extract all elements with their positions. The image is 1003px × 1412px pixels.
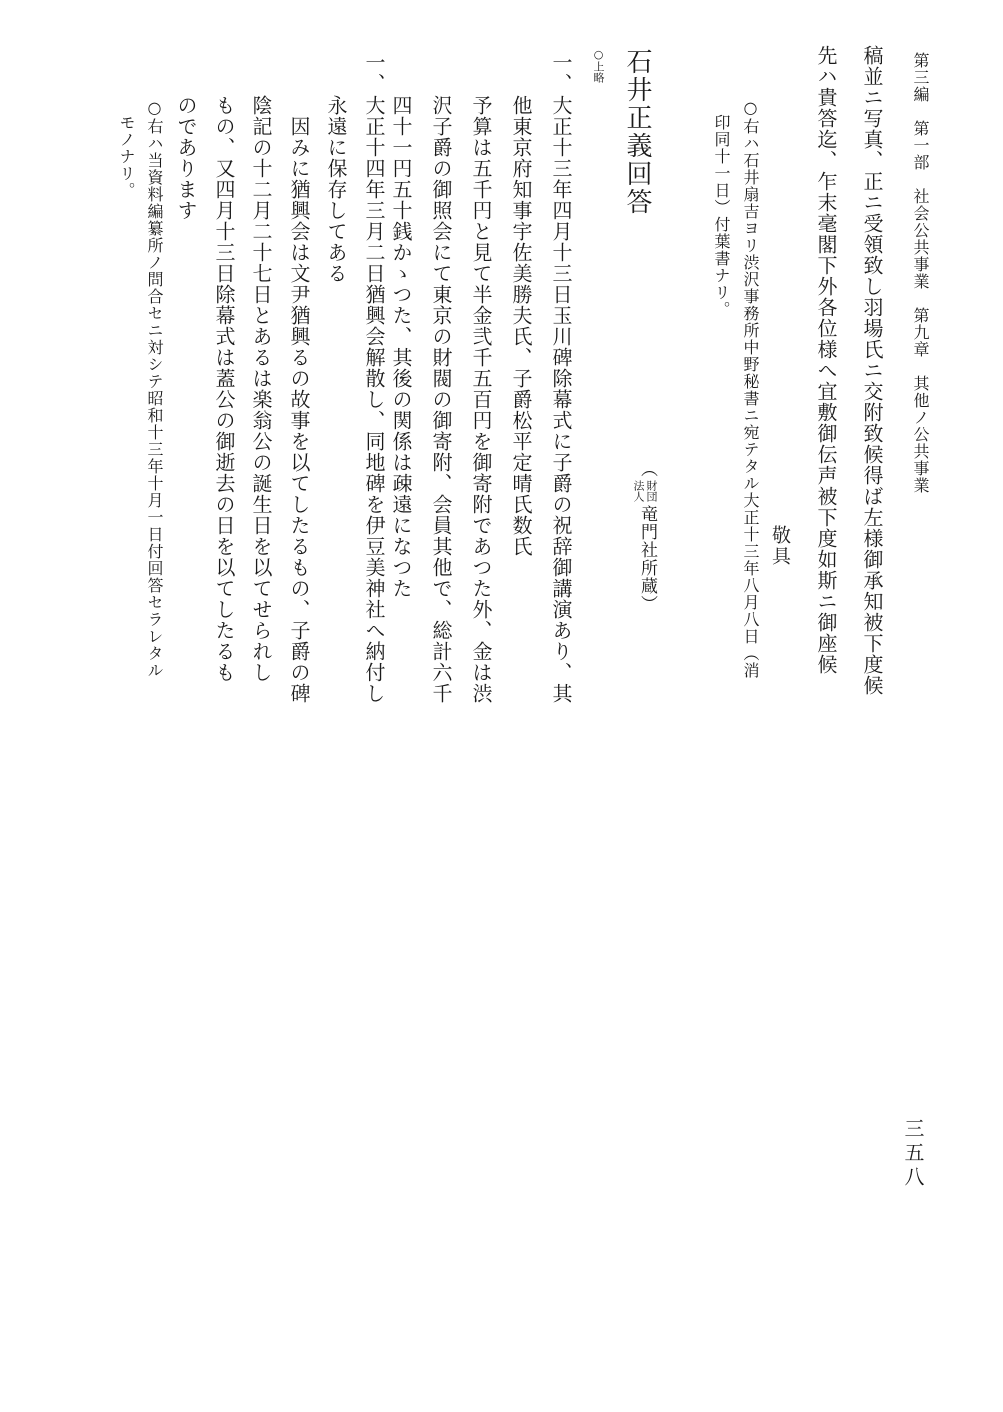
- letter-line-2: 先ハ貴答迄、乍末毫閣下外各位様へ宜敷御伝声被下度如斯ニ御座候: [814, 45, 838, 675]
- item-1-line: 四十一円五十銭かゝつた、其後の関係は疎遠になつた: [389, 95, 413, 599]
- section-title: 石井正義回答: [622, 48, 652, 216]
- paragraph-line: 陰記の十二月二十七日とあるは楽翁公の誕生日を以てせられし: [249, 95, 273, 683]
- source-prefix-hojin: 法人: [632, 480, 645, 502]
- item-1-line: 沢子爵の御照会にて東京の財閥の御寄附、会員其他で、総計六千: [429, 95, 453, 704]
- item-1-line: 予算は五千円と見て半金弐千五百円を御寄附であつた外、金は渋: [469, 95, 493, 704]
- paragraph-line: 因みに猶興会は文尹猶興るの故事を以てしたるもの、子爵の碑: [287, 116, 311, 704]
- page-number: 三五八: [901, 1118, 925, 1190]
- paragraph-line: のであります: [174, 95, 198, 221]
- letter-closing: 敬具: [769, 525, 791, 567]
- item-2-line: 永遠に保存してある: [324, 95, 348, 284]
- note-1-line-2: 印同十一日）付葉書ナリ。: [712, 114, 731, 318]
- item-2-line: 大正十四年三月二日猶興会解散し、同地碑を伊豆美神社へ納付し: [362, 95, 386, 704]
- item-1-line: 大正十三年四月十三日玉川碑除幕式に子爵の祝辞御講演あり、其: [549, 95, 573, 704]
- note-1-line-1: ○右ハ石井扇吉ヨリ渋沢事務所中野秘書ニ宛テタル大正十三年八月八日（消: [741, 98, 760, 679]
- item-1-line: 他東京府知事宇佐美勝夫氏、子爵松平定晴氏数氏: [509, 95, 533, 557]
- source-open-paren: （: [637, 460, 657, 478]
- letter-line-1: 稿並ニ写真、正ニ受領致し羽場氏ニ交附致候得ば左様御承知被下度候: [860, 45, 884, 696]
- omitted-mark: ○上略: [592, 48, 605, 83]
- running-header: 第三編 第一部 社会公共事業 第九章 其他ノ公共事業: [911, 52, 930, 494]
- source-prefix-zaidan: 財団: [645, 480, 658, 502]
- item-2-bullet: 一、: [362, 52, 386, 94]
- note-2-line-2: モノナリ。: [117, 114, 136, 199]
- paragraph-line: もの、又四月十三日除幕式は蓋公の御逝去の日を以てしたるも: [212, 95, 236, 683]
- note-2-line-1: ○右ハ当資料編纂所ノ問合セニ対シテ昭和十三年十月一日付回答セラレタル: [145, 98, 164, 679]
- item-1-bullet: 一、: [549, 52, 573, 94]
- source-text: 竜門社所蔵）: [637, 505, 657, 613]
